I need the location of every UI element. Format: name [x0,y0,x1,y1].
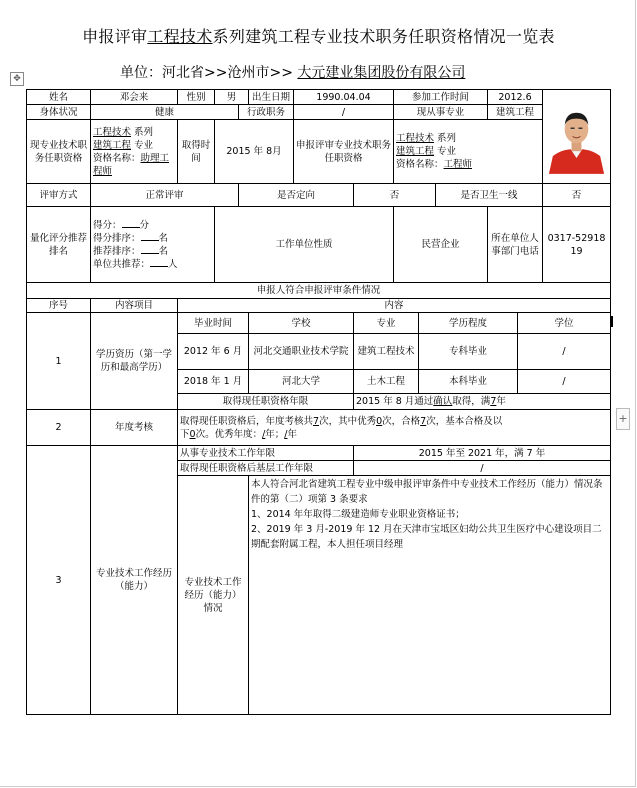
ranking-label: 量化评分推荐排名 [27,207,91,283]
applicant-photo [543,90,611,184]
birth-value: 1990.04.04 [294,90,394,105]
table-row [27,410,611,446]
table-row [27,313,611,334]
directed-label: 是否定向 [239,184,354,207]
table-row [27,207,611,283]
edu-time-header: 毕业时间 [178,313,249,334]
item-header: 内容项目 [91,299,178,313]
content-header: 内容 [178,299,611,313]
unit-line: 单位：河北省>>沧州市>> 大元建业集团股份有限公司 [120,65,466,81]
table-row [27,105,611,120]
section-header: 申报人符合申报评审条件情况 [27,283,611,299]
health-line-value: 否 [543,184,611,207]
edu-bachelor: / [518,334,611,370]
post-label: 行政职务 [239,105,294,120]
exam-content: 取得现任职资格后，年度考核共7次，其中优秀0次，合格7次，基本合格及以 下0次。优秀年度：/年；/年 [178,410,611,446]
edu-time: 2012 年 6 月 [178,334,249,370]
edu-school-header: 学校 [249,313,354,334]
work-start-value: 2012.6 [488,90,543,105]
review-method-label: 评审方式 [27,184,91,207]
health-label: 身体状况 [27,105,91,120]
edu-bachelor: / [518,370,611,394]
experience-paragraph: 1、2014 年年取得二级建造师专业职业资格证书； [251,509,465,520]
work-years-label: 从事专业技术工作年限 [178,446,354,461]
experience-paragraph: 2、2019 年 3 月-2019 年 12 月在天津市宝坻区妇幼公共卫生医疗中心建设项目二期配套附属工程，本人担任项目经理 [251,524,602,550]
edu-degree-header: 学历程度 [419,313,518,334]
exam-item: 年度考核 [91,410,178,446]
exam-seq: 2 [27,410,91,446]
grassroots-years-value: / [354,461,611,476]
edu-major: 建筑工程技术 [354,334,419,370]
apply-qualification-label: 申报评审专业技术职务任职资格 [294,120,394,184]
obtain-time-value: 2015 年 8月 [215,120,294,184]
name-label: 姓名 [27,90,91,105]
edu-school: 河北交通职业技术学院 [249,334,354,370]
gender-value: 男 [215,90,249,105]
work-years-value: 2015 年至 2021 年，满 7 年 [354,446,611,461]
add-column-icon[interactable]: + [616,408,630,430]
edu-degree: 专科毕业 [419,334,518,370]
edu-major-header: 专业 [354,313,419,334]
work-item: 专业技术工作经历（能力） [91,446,178,715]
name-value: 邓会来 [91,90,178,105]
table-row [27,446,611,461]
edu-major: 土木工程 [354,370,419,394]
post-value: / [294,105,394,120]
table-row [27,90,611,105]
edu-school: 河北大学 [249,370,354,394]
unit-nature-label: 工作单位性质 [215,207,394,283]
current-qualification-label: 现专业技术职务任职资格 [27,120,91,184]
hr-phone-value: 0317-5291819 [543,207,611,283]
table-row [27,299,611,313]
table-row [27,283,611,299]
directed-value: 否 [354,184,436,207]
table-row [27,120,611,184]
apply-qualification-value: 工程技术 系列 建筑工程 专业 资格名称：工程师 [394,120,543,184]
hr-phone-label: 所在单位人事部门电话 [488,207,543,283]
portrait-image [543,95,610,174]
table-move-handle-icon[interactable]: ✥ [10,72,24,86]
work-start-label: 参加工作时间 [394,90,488,105]
edu-bachelor-header: 学位 [518,313,611,334]
page-title: 申报评审工程技术系列建筑工程专业技术职务任职资格情况一览表 [82,27,555,46]
work-seq: 3 [27,446,91,715]
experience-content [249,476,611,715]
text-cursor [611,316,613,327]
edu-seq: 1 [27,313,91,410]
edu-years-value: 2015 年 8 月通过确认取得，满7年 [354,394,611,410]
health-value: 健康 [91,105,239,120]
birth-label: 出生日期 [249,90,294,105]
table-row [27,184,611,207]
obtain-time-label: 取得时间 [178,120,215,184]
experience-paragraph: 本人符合河北省建筑工程专业中级申报评审条件中专业技术工作经历（能力）情况条件的第（二）项第 3 条要求 [251,479,603,505]
review-method-value: 正常评审 [91,184,239,207]
edu-time: 2018 年 1 月 [178,370,249,394]
ranking-values: 得分： 分 得分排序： 名 推荐排序： 名 单位共推荐： 人 [91,207,215,283]
edu-degree: 本科毕业 [419,370,518,394]
major-label: 现从事专业 [394,105,488,120]
major-value: 建筑工程 [488,105,543,120]
edu-item: 学历资历（第一学历和最高学历） [91,313,178,410]
current-qualification-value: 工程技术 系列 建筑工程 专业 资格名称：助理工程师 [91,120,178,184]
unit-nature-value: 民营企业 [394,207,488,283]
health-line-label: 是否卫生一线 [436,184,543,207]
gender-label: 性别 [178,90,215,105]
experience-label: 专业技术工作经历（能力）情况 [178,476,249,715]
edu-years-label: 取得现任职资格年限 [178,394,354,410]
grassroots-years-label: 取得现任职资格后基层工作年限 [178,461,354,476]
qualification-table [26,89,611,715]
seq-header: 序号 [27,299,91,313]
